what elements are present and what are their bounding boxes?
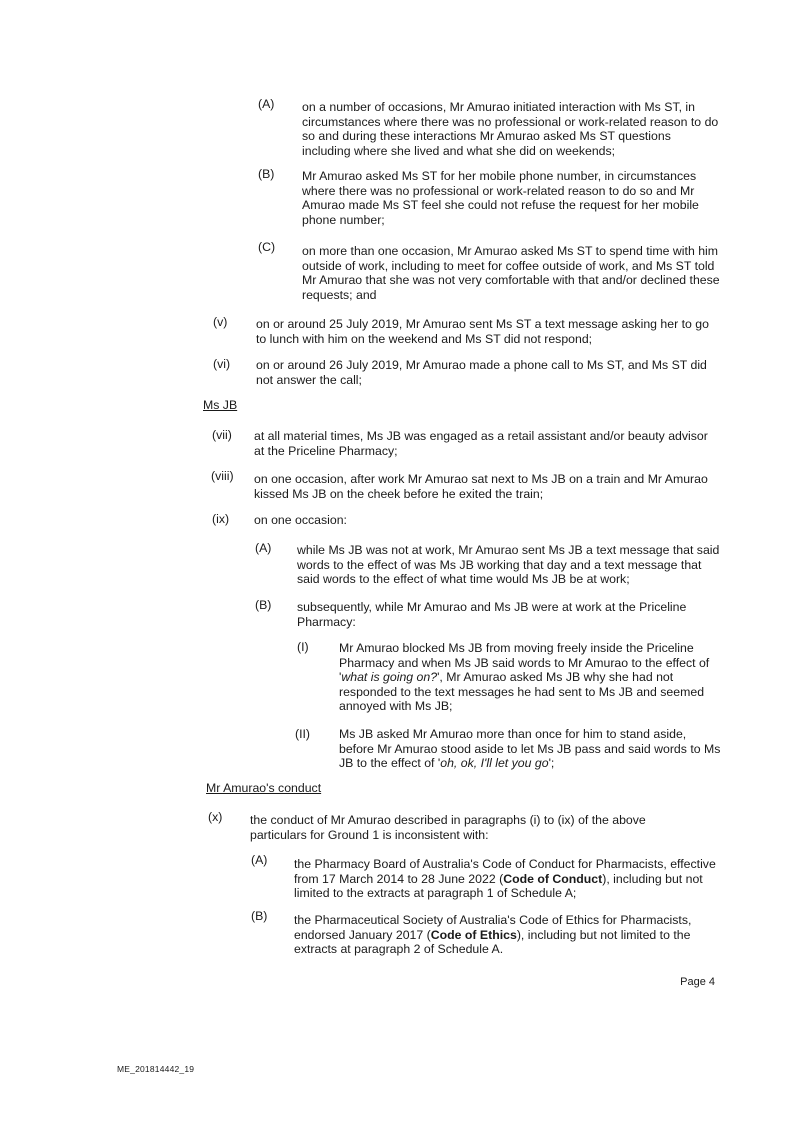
paragraph-text: the Pharmaceutical Society of Australia's Code of Ethics for Pharmacists, endorsed January 2017 (Code of Ethics), including but not limited to the extracts at paragraph 2 of Schedule A. (294, 913, 692, 957)
paragraph-text: on one occasion, after work Mr Amurao sat next to Ms JB on a train and Mr Amurao kissed Ms JB on the cheek before he exited the train; (254, 472, 708, 501)
label: (B) (258, 167, 275, 181)
section-heading-ms-jb: Ms JB (203, 398, 238, 412)
label: (B) (255, 598, 272, 612)
label: (A) (255, 541, 272, 555)
label: (viii) (211, 469, 234, 483)
paragraph-text: the conduct of Mr Amurao described in paragraphs (i) to (ix) of the above particulars for Ground 1 is inconsistent with: (250, 813, 646, 842)
paragraph-text: while Ms JB was not at work, Mr Amurao sent Ms JB a text message that said words to the effect of was Ms JB working that day and a text message that said words to the effect of what time would Ms JB be at work; (297, 543, 720, 587)
label: (ix) (212, 512, 230, 526)
paragraph-text: on more than one occasion, Mr Amurao asked Ms ST to spend time with him outside of work, including to meet for coffee outside of work, and Ms ST told Mr Amurao that she was not very comfortable with that and/or declined these requests; and (302, 244, 720, 302)
label: (B) (251, 909, 268, 923)
label: (vi) (213, 357, 231, 371)
paragraph-text: on or around 25 July 2019, Mr Amurao sent Ms ST a text message asking her to go to lunch with him on the weekend and Ms ST did not respond; (256, 317, 709, 346)
paragraph-text: Mr Amurao blocked Ms JB from moving freely inside the Priceline Pharmacy and when Ms JB said words to Mr Amurao to the effect of 'what is going on?', Mr Amurao asked Ms JB why she had not responded to the text messages he had sent to Ms JB and seemed annoyed with Ms JB; (339, 641, 710, 714)
label: (x) (208, 810, 223, 824)
quoted-speech: oh, ok, I'll let you go (440, 756, 549, 771)
paragraph-text: on or around 26 July 2019, Mr Amurao made a phone call to Ms ST, and Ms ST did not answer the call; (256, 358, 707, 387)
quoted-speech: what is going on? (341, 670, 438, 685)
label: (A) (258, 97, 275, 111)
page-number: Page 4 (680, 976, 715, 988)
label: (C) (258, 240, 276, 254)
paragraph-text: the Pharmacy Board of Australia's Code of Conduct for Pharmacists, effective from 17 March 2014 to 28 June 2022 (Code of Conduct), including but not limited to the extracts at paragraph 1 of Schedule A; (294, 857, 716, 901)
paragraph-text: at all material times, Ms JB was engaged as a retail assistant and/or beauty advisor at the Priceline Pharmacy; (254, 429, 708, 458)
document-reference: ME_201814442_19 (117, 1064, 195, 1074)
paragraph-text: subsequently, while Mr Amurao and Ms JB were at work at the Priceline Pharmacy: (297, 600, 687, 629)
defined-term: Code of Ethics (430, 927, 517, 942)
defined-term: Code of Conduct (503, 871, 603, 886)
label: (II) (295, 727, 311, 741)
label: (vii) (212, 428, 232, 442)
paragraph-text: Ms JB asked Mr Amurao more than once for him to stand aside, before Mr Amurao stood aside to let Ms JB pass and said words to Ms JB to the effect of 'oh, ok, I'll let you go'; (339, 727, 721, 771)
label: (A) (251, 853, 268, 867)
label: (I) (297, 640, 309, 654)
label: (v) (213, 315, 228, 329)
paragraph-text: on one occasion: (254, 513, 347, 527)
paragraph-text: Mr Amurao asked Ms ST for her mobile phone number, in circumstances where there was no professional or work-related reason to do so and Mr Amurao made Ms ST feel she could not refuse the request for her mobile phone number; (302, 169, 699, 227)
section-heading-conduct: Mr Amurao's conduct (206, 781, 322, 795)
paragraph-text: on a number of occasions, Mr Amurao initiated interaction with Ms ST, in circumstances where there was no professional or work-related reason to do so and during these interactions Mr Amurao asked Ms ST questions including where she lived and what she did on weekends; (302, 100, 719, 158)
